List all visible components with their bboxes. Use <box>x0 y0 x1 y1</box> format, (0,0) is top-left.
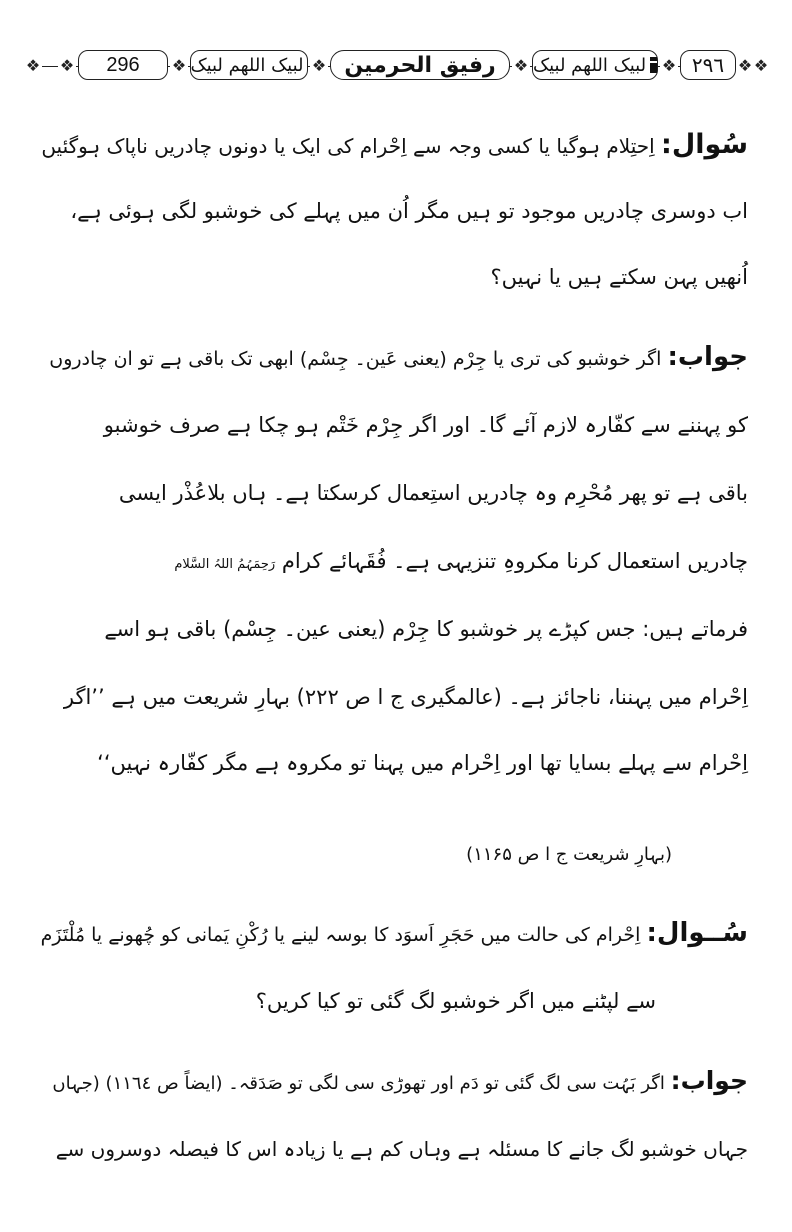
answer-1-line-1 <box>49 342 748 372</box>
answer-1-line-2: کو پہننے سے کفّارہ لازم آئے گا۔ اور اگر جِرْم خَتْم ہو چکا ہے صرف خوشبو <box>103 413 748 437</box>
ornament-icon: ❖ <box>737 56 753 75</box>
question-label: سُوال: <box>661 129 748 160</box>
page-number-urdu-box <box>680 50 736 80</box>
answer-text: اگر خوشبو کی تری یا جِرْم (یعنی عَین۔ جِسْم) ابھی تک باقی ہے تو ان چادروں <box>49 348 662 370</box>
answer-1-line-5: فرماتے ہیں: جس کپڑے پر خوشبو کا جِرْم (یعنی عین۔ جِسْم) باقی ہو اسے <box>104 617 748 641</box>
answer-1-line-6: اِحْرام میں پہننا، ناجائز ہے۔ (عالمگیری ج ا ص ۲۲۲) بہارِ شریعت میں ہے ’’اگر <box>63 685 748 709</box>
answer-2-line-2: جہاں خوشبو لگ جانے کا مسئلہ ہے وہاں کم ہے یا زیادہ اس کا فیصلہ دوسروں سے <box>55 1137 748 1161</box>
kaaba-icon <box>650 57 657 73</box>
answer-1-line-7: اِحْرام سے پہلے بسایا تھا اور اِحْرام میں پہنا تو مکروہ ہے مگر کفّارہ نہیں‘‘ <box>97 751 748 775</box>
labbaik-box-left <box>190 50 308 80</box>
question-1-line-3: اُنھیں پہن سکتے ہیں یا نہیں؟ <box>490 265 748 289</box>
question-1-line-1 <box>41 130 748 160</box>
running-title-box <box>330 50 510 80</box>
answer-2-line-1 <box>52 1066 748 1096</box>
answer-label: جواب: <box>670 1066 748 1095</box>
ornament-icon: ❖ <box>25 56 41 75</box>
answer-text: چادریں استعمال کرنا مکروہِ تنزیہی ہے۔ فُقَہائے کرام <box>281 549 748 573</box>
question-text: اِحْرام کی حالت میں حَجَرِ اَسوَد کا بوسہ لینے یا رُکْنِ یَمانی کو چُھونے یا مُلْتَزَم <box>40 924 641 946</box>
labbaik-text-right: لبیک اللھم لبیک <box>533 54 647 76</box>
running-title: رفیق الحرمین <box>344 52 496 78</box>
page-number-box <box>78 50 168 80</box>
question-1-line-2: اب دوسری چادریں موجود تو ہیں مگر اُن میں پہلے کی خوشبو لگی ہوئی ہے، <box>70 199 748 223</box>
answer-label: جواب: <box>667 342 748 372</box>
page-number-urdu: ۲۹٦ <box>691 54 725 77</box>
ornament-icon: ❖ <box>753 56 769 75</box>
ornament-icon: ❖ <box>661 56 677 75</box>
ornament-icon: ❖ <box>59 56 75 75</box>
question-label: سُــوال: <box>646 918 748 948</box>
question-text: اِحتِلام ہوگیا یا کسی وجہ سے اِحْرام کی ایک یا دونوں چادریں ناپاک ہوگئیں <box>41 134 655 158</box>
page-header <box>24 46 768 86</box>
labbaik-box-right <box>532 50 658 80</box>
honorific-text: رَحِمَہُمُ اللہُ السَّلام <box>174 557 276 572</box>
ornament-icon: ❖ <box>171 56 187 75</box>
answer-1-line-3: باقی ہے تو پھر مُحْرِم وہ چادریں استِعمال کرسکتا ہے۔ ہاں بلاعُذْر ایسی <box>118 481 748 505</box>
ornament-icon: ❖ <box>513 56 529 75</box>
question-2-line-1 <box>41 918 748 948</box>
question-2-line-2: سے لپٹنے میں اگر خوشبو لگ گئی تو کیا کریں؟ <box>255 989 656 1013</box>
ornament-icon: ❖ <box>311 56 327 75</box>
answer-text: اگر بَہُت سی لگ گئی تو دَم اور تھوڑی سی لگی تو صَدَقہ۔ (ایضاً ص ۱۱٦٤) (جہاں <box>52 1073 665 1094</box>
page-number: 296 <box>106 53 140 76</box>
reference-citation: (بہارِ شریعت ج ا ص ۱۱۶۵) <box>466 844 672 865</box>
labbaik-text-left: لبیک اللھم لبیک <box>190 54 304 76</box>
answer-1-line-4 <box>174 546 748 576</box>
